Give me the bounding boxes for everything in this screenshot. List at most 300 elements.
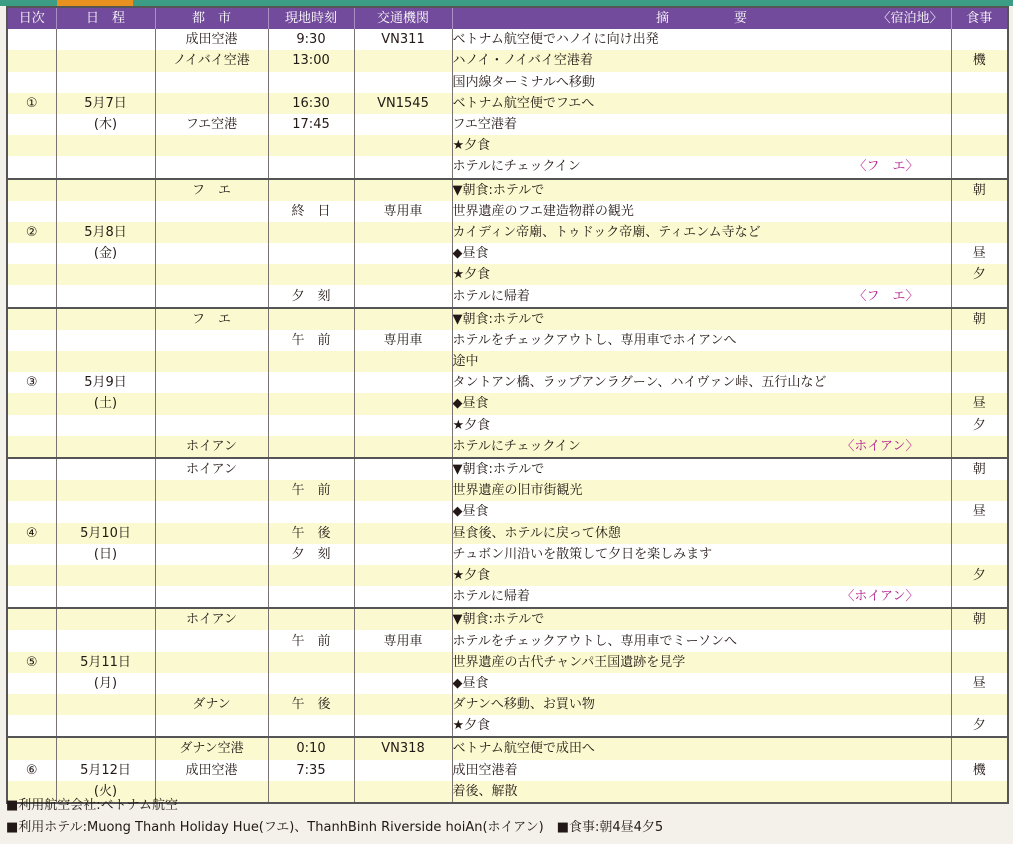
table-row <box>7 222 1008 243</box>
time-cell <box>268 351 354 372</box>
city-cell <box>155 72 268 93</box>
meal-cell: 機 <box>951 760 1008 781</box>
meal-cell: 昼 <box>951 393 1008 414</box>
time-cell: 16:30 <box>268 93 354 114</box>
date-cell <box>56 330 155 351</box>
time-cell <box>268 436 354 458</box>
meal-cell: 朝 <box>951 608 1008 630</box>
time-cell <box>268 501 354 522</box>
city-cell: ホイアン <box>155 458 268 480</box>
header-summary <box>452 7 951 29</box>
date-cell <box>56 501 155 522</box>
summary-text: ダナンへ移動、お買い物 <box>452 697 595 713</box>
date-cell: (金) <box>56 243 155 264</box>
city-cell <box>155 243 268 264</box>
table-row <box>7 673 1008 694</box>
table-row <box>7 135 1008 156</box>
day-cell <box>7 135 56 156</box>
transport-cell: VN318 <box>354 737 452 759</box>
summary-cell <box>452 480 951 501</box>
day-cell <box>7 50 56 71</box>
summary-text: ホテルにチェックイン <box>452 438 581 454</box>
time-cell: 午 後 <box>268 523 354 544</box>
meal-cell <box>951 72 1008 93</box>
table-row <box>7 523 1008 544</box>
city-cell <box>155 565 268 586</box>
time-cell: 13:00 <box>268 50 354 71</box>
summary-text: ホテルに帰着 <box>452 288 530 304</box>
city-cell: フ エ <box>155 179 268 201</box>
transport-cell <box>354 285 452 307</box>
meal-cell <box>951 93 1008 114</box>
time-cell <box>268 372 354 393</box>
time-cell <box>268 243 354 264</box>
transport-cell <box>354 565 452 586</box>
meal-cell: 夕 <box>951 715 1008 737</box>
day-cell <box>7 308 56 330</box>
date-cell <box>56 351 155 372</box>
day-cell <box>7 608 56 630</box>
time-cell <box>268 715 354 737</box>
table-row <box>7 480 1008 501</box>
meal-cell <box>951 436 1008 458</box>
summary-text: ◆昼食 <box>452 675 489 691</box>
day-cell <box>7 393 56 414</box>
meal-cell: 夕 <box>951 264 1008 285</box>
time-cell <box>268 72 354 93</box>
transport-cell: 専用車 <box>354 630 452 651</box>
summary-cell <box>452 501 951 522</box>
transport-cell <box>354 308 452 330</box>
transport-cell <box>354 652 452 673</box>
date-cell <box>56 201 155 222</box>
transport-cell <box>354 372 452 393</box>
transport-cell <box>354 156 452 178</box>
time-cell: 午 前 <box>268 630 354 651</box>
date-cell: (火) <box>56 781 155 803</box>
summary-text: ▼朝食:ホテルで <box>452 182 545 198</box>
date-cell <box>56 715 155 737</box>
summary-cell <box>452 243 951 264</box>
meal-cell <box>951 135 1008 156</box>
date-cell <box>56 135 155 156</box>
transport-cell <box>354 760 452 781</box>
summary-text: 途中 <box>452 354 479 370</box>
summary-cell <box>452 694 951 715</box>
transport-cell: 専用車 <box>354 330 452 351</box>
date-cell <box>56 630 155 651</box>
time-cell: 夕 刻 <box>268 285 354 307</box>
transport-cell: 専用車 <box>354 201 452 222</box>
city-cell: 成田空港 <box>155 29 268 50</box>
summary-text: ▼朝食:ホテルで <box>452 612 545 628</box>
date-cell: 5月7日 <box>56 93 155 114</box>
day-cell <box>7 694 56 715</box>
date-cell: (月) <box>56 673 155 694</box>
table-row <box>7 544 1008 565</box>
summary-text: ▼朝食:ホテルで <box>452 462 545 478</box>
meal-cell <box>951 544 1008 565</box>
summary-cell <box>452 50 951 71</box>
transport-cell <box>354 114 452 135</box>
transport-cell <box>354 415 452 436</box>
date-cell <box>56 308 155 330</box>
header-summary-label: 摘 要 <box>655 11 747 27</box>
date-cell <box>56 608 155 630</box>
time-cell: 7:35 <box>268 760 354 781</box>
summary-text: 世界遺産のフエ建造物群の観光 <box>452 203 634 219</box>
summary-cell <box>452 608 951 630</box>
time-cell <box>268 264 354 285</box>
city-cell <box>155 264 268 285</box>
day-cell <box>7 72 56 93</box>
day-cell <box>7 630 56 651</box>
city-cell: ホイアン <box>155 436 268 458</box>
summary-cell <box>452 308 951 330</box>
table-row <box>7 243 1008 264</box>
day-cell <box>7 156 56 178</box>
day-cell: ⑤ <box>7 652 56 673</box>
day-cell <box>7 673 56 694</box>
meal-cell <box>951 156 1008 178</box>
transport-cell <box>354 50 452 71</box>
note-hotels: ■利用ホテル:Muong Thanh Holiday Hue(フエ)、ThanhBinh Riverside hoiAn(ホイアン) ■食事:朝4昼4夕5 <box>6 820 664 835</box>
city-cell: 成田空港 <box>155 760 268 781</box>
table-row <box>7 29 1008 50</box>
city-cell <box>155 630 268 651</box>
summary-text: チュボン川沿いを散策して夕日を楽しみます <box>452 546 713 562</box>
summary-cell <box>452 393 951 414</box>
summary-cell <box>452 523 951 544</box>
table-row <box>7 156 1008 178</box>
date-cell <box>56 264 155 285</box>
day-cell <box>7 330 56 351</box>
summary-text: 世界遺産の古代チャンパ王国遺跡を見学 <box>452 654 686 670</box>
summary-text: ホテルをチェックアウトし、専用車でミーソンへ <box>452 633 737 649</box>
day-cell <box>7 715 56 737</box>
table-row <box>7 565 1008 586</box>
day-cell: ③ <box>7 372 56 393</box>
summary-cell <box>452 715 951 737</box>
meal-cell <box>951 351 1008 372</box>
city-cell <box>155 715 268 737</box>
city-cell: ダナン <box>155 694 268 715</box>
summary-cell <box>452 330 951 351</box>
time-cell: 9:30 <box>268 29 354 50</box>
date-cell <box>56 694 155 715</box>
meal-cell <box>951 737 1008 759</box>
city-cell <box>155 222 268 243</box>
day-cell <box>7 114 56 135</box>
day-cell <box>7 501 56 522</box>
day-cell <box>7 243 56 264</box>
header-transport: 交通機関 <box>354 7 452 29</box>
lodging-label: 〈フ エ〉 <box>853 159 919 175</box>
meal-cell <box>951 29 1008 50</box>
summary-text: ハノイ・ノイバイ空港着 <box>452 53 593 69</box>
date-cell: (木) <box>56 114 155 135</box>
summary-cell <box>452 179 951 201</box>
date-cell <box>56 586 155 608</box>
header-time: 現地時刻 <box>268 7 354 29</box>
time-cell: 夕 刻 <box>268 544 354 565</box>
meal-cell: 機 <box>951 50 1008 71</box>
city-cell <box>155 480 268 501</box>
summary-cell <box>452 29 951 50</box>
summary-text: ホテルをチェックアウトし、専用車でホイアンへ <box>452 332 737 348</box>
day-cell <box>7 436 56 458</box>
summary-text: ★夕食 <box>452 417 491 433</box>
summary-cell <box>452 264 951 285</box>
meal-cell <box>951 694 1008 715</box>
day-cell <box>7 586 56 608</box>
date-cell <box>56 50 155 71</box>
table-row <box>7 737 1008 759</box>
meal-cell <box>951 480 1008 501</box>
table-row <box>7 372 1008 393</box>
header-meal: 食事 <box>951 7 1008 29</box>
meal-cell: 夕 <box>951 415 1008 436</box>
table-row <box>7 415 1008 436</box>
table-row <box>7 114 1008 135</box>
day-cell: ② <box>7 222 56 243</box>
table-row <box>7 586 1008 608</box>
summary-cell <box>452 630 951 651</box>
summary-text: 国内線ターミナルへ移動 <box>452 74 595 90</box>
table-row <box>7 201 1008 222</box>
meal-cell <box>951 201 1008 222</box>
transport-cell <box>354 673 452 694</box>
date-cell <box>56 436 155 458</box>
time-cell <box>268 458 354 480</box>
summary-cell <box>452 114 951 135</box>
summary-cell <box>452 737 951 759</box>
summary-cell <box>452 222 951 243</box>
transport-cell <box>354 458 452 480</box>
date-cell <box>56 29 155 50</box>
table-row <box>7 436 1008 458</box>
header-day: 日次 <box>7 7 56 29</box>
table-row <box>7 760 1008 781</box>
time-cell <box>268 673 354 694</box>
city-cell: ノイバイ空港 <box>155 50 268 71</box>
date-cell <box>56 415 155 436</box>
table-row <box>7 393 1008 414</box>
table-row <box>7 93 1008 114</box>
meal-cell: 昼 <box>951 243 1008 264</box>
meal-cell <box>951 114 1008 135</box>
date-cell <box>56 285 155 307</box>
header-schedule: 日 程 <box>56 7 155 29</box>
meal-cell: 昼 <box>951 673 1008 694</box>
meal-cell <box>951 330 1008 351</box>
summary-cell <box>452 285 951 307</box>
transport-cell <box>354 264 452 285</box>
city-cell <box>155 93 268 114</box>
transport-cell <box>354 222 452 243</box>
city-cell: フ エ <box>155 308 268 330</box>
table-row <box>7 72 1008 93</box>
day-cell <box>7 565 56 586</box>
meal-cell <box>951 630 1008 651</box>
summary-text: ★夕食 <box>452 138 491 154</box>
time-cell: 終 日 <box>268 201 354 222</box>
table-row <box>7 608 1008 630</box>
time-cell <box>268 156 354 178</box>
meal-cell <box>951 222 1008 243</box>
summary-text: ★夕食 <box>452 567 491 583</box>
transport-cell <box>354 72 452 93</box>
summary-text: ▼朝食:ホテルで <box>452 311 545 327</box>
summary-cell <box>452 135 951 156</box>
meal-cell <box>951 372 1008 393</box>
meal-cell: 朝 <box>951 308 1008 330</box>
city-cell <box>155 201 268 222</box>
lodging-label: 〈ホイアン〉 <box>841 438 919 454</box>
summary-text: 昼食後、ホテルに戻って休憩 <box>452 525 621 541</box>
summary-cell <box>452 156 951 178</box>
summary-text: ◆昼食 <box>452 396 489 412</box>
city-cell <box>155 544 268 565</box>
city-cell <box>155 523 268 544</box>
transport-cell <box>354 523 452 544</box>
summary-text: ◆昼食 <box>452 246 489 262</box>
day-cell <box>7 480 56 501</box>
transport-cell: VN1545 <box>354 93 452 114</box>
city-cell <box>155 330 268 351</box>
summary-text: 世界遺産の旧市街観光 <box>452 483 583 499</box>
date-cell: (日) <box>56 544 155 565</box>
city-cell <box>155 393 268 414</box>
day-cell <box>7 415 56 436</box>
time-cell <box>268 222 354 243</box>
transport-cell <box>354 715 452 737</box>
date-cell: (土) <box>56 393 155 414</box>
table-row <box>7 179 1008 201</box>
time-cell <box>268 565 354 586</box>
date-cell <box>56 480 155 501</box>
time-cell: 0:10 <box>268 737 354 759</box>
transport-cell <box>354 393 452 414</box>
city-cell <box>155 415 268 436</box>
date-cell <box>56 72 155 93</box>
city-cell: フエ空港 <box>155 114 268 135</box>
table-row <box>7 50 1008 71</box>
table-row <box>7 501 1008 522</box>
time-cell <box>268 179 354 201</box>
table-row <box>7 458 1008 480</box>
summary-text: カイディン帝廟、トゥドック帝廟、ティエンム寺など <box>452 224 761 240</box>
transport-cell <box>354 436 452 458</box>
summary-cell <box>452 372 951 393</box>
summary-cell <box>452 586 951 608</box>
date-cell <box>56 565 155 586</box>
summary-cell <box>452 72 951 93</box>
city-cell: ダナン空港 <box>155 737 268 759</box>
time-cell: 17:45 <box>268 114 354 135</box>
summary-text: ホテルに帰着 <box>452 589 530 605</box>
header-row <box>7 7 1008 29</box>
summary-cell <box>452 351 951 372</box>
city-cell: ホイアン <box>155 608 268 630</box>
date-cell <box>56 737 155 759</box>
summary-text: 着後、解散 <box>452 783 518 799</box>
lodging-label: 〈フ エ〉 <box>853 288 919 304</box>
summary-cell <box>452 458 951 480</box>
day-cell <box>7 29 56 50</box>
city-cell <box>155 652 268 673</box>
summary-text: フエ空港着 <box>452 117 517 133</box>
summary-text: ベトナム航空便でハノイに向け出発 <box>452 32 659 48</box>
summary-text: ★夕食 <box>452 267 491 283</box>
transport-cell <box>354 608 452 630</box>
transport-cell: VN311 <box>354 29 452 50</box>
day-cell <box>7 737 56 759</box>
summary-cell <box>452 201 951 222</box>
transport-cell <box>354 694 452 715</box>
table-row <box>7 351 1008 372</box>
day-cell: ① <box>7 93 56 114</box>
city-cell <box>155 285 268 307</box>
date-cell: 5月12日 <box>56 760 155 781</box>
date-cell <box>56 156 155 178</box>
summary-cell <box>452 436 951 458</box>
summary-text: タントアン橋、ラップアンラグーン、ハイヴァン峠、五行山など <box>452 375 827 391</box>
summary-cell <box>452 781 951 803</box>
time-cell: 午 後 <box>268 694 354 715</box>
time-cell: 午 前 <box>268 480 354 501</box>
time-cell <box>268 586 354 608</box>
meal-cell: 朝 <box>951 179 1008 201</box>
day-cell <box>7 264 56 285</box>
table-row <box>7 630 1008 651</box>
time-cell <box>268 781 354 803</box>
table-row <box>7 715 1008 737</box>
table-row <box>7 308 1008 330</box>
summary-cell <box>452 415 951 436</box>
city-cell <box>155 156 268 178</box>
meal-cell <box>951 285 1008 307</box>
table-row <box>7 285 1008 307</box>
day-cell <box>7 201 56 222</box>
table-row <box>7 264 1008 285</box>
summary-cell <box>452 93 951 114</box>
table-row <box>7 652 1008 673</box>
time-cell <box>268 652 354 673</box>
meal-cell <box>951 523 1008 544</box>
day-cell: ⑥ <box>7 760 56 781</box>
city-cell <box>155 372 268 393</box>
header-lodging: 〈宿泊地〉 <box>877 11 943 27</box>
day-cell: ④ <box>7 523 56 544</box>
transport-cell <box>354 351 452 372</box>
summary-text: 成田空港着 <box>452 762 518 778</box>
date-cell: 5月9日 <box>56 372 155 393</box>
note-airline: ■利用航空会社:ベトナム航空 <box>6 798 179 813</box>
itinerary-table <box>6 6 1009 804</box>
meal-cell <box>951 781 1008 803</box>
date-cell <box>56 458 155 480</box>
summary-cell <box>452 652 951 673</box>
transport-cell <box>354 586 452 608</box>
city-cell <box>155 673 268 694</box>
summary-text: ★夕食 <box>452 718 491 734</box>
summary-text: ベトナム航空便で成田へ <box>452 741 595 757</box>
meal-cell <box>951 586 1008 608</box>
header-city: 都 市 <box>155 7 268 29</box>
meal-cell: 夕 <box>951 565 1008 586</box>
lodging-label: 〈ホイアン〉 <box>841 589 919 605</box>
